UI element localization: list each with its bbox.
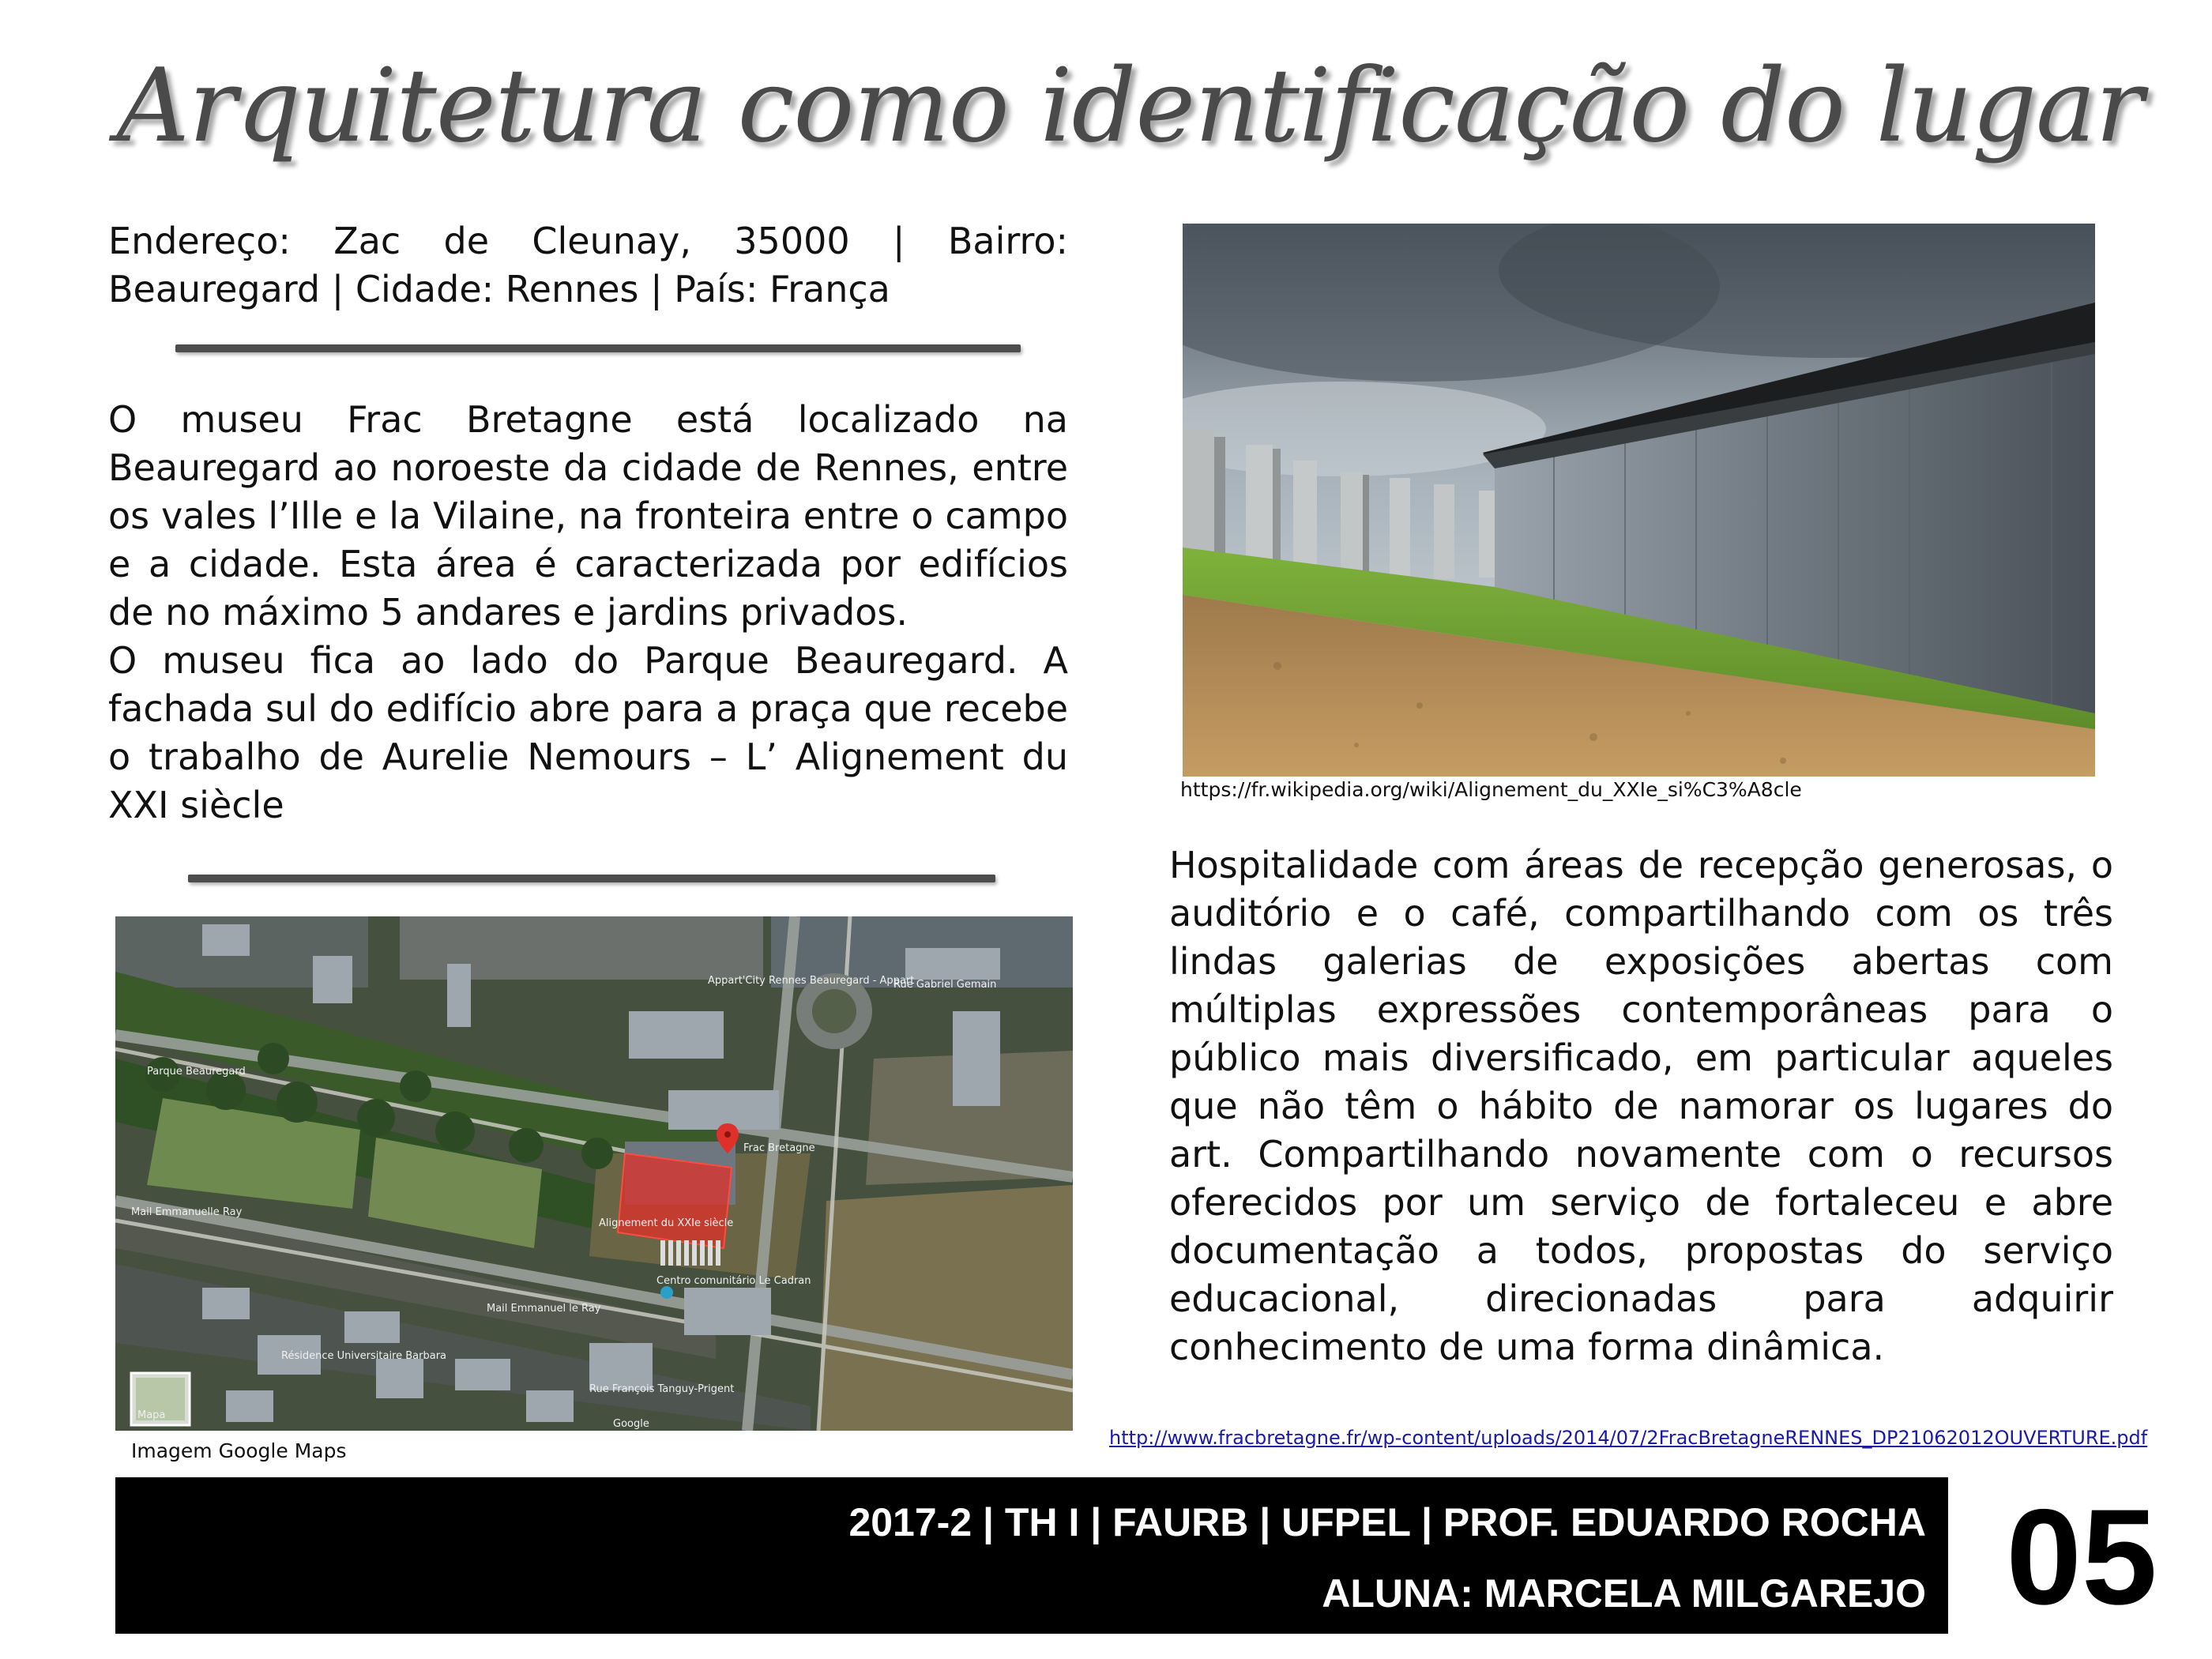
map-label-francois: Rue François Tanguy-Prigent — [589, 1383, 735, 1395]
divider-top — [175, 344, 1021, 352]
map-label-residence: Résidence Universitaire Barbara — [281, 1350, 447, 1362]
map-label-parc: Parque Beauregard — [147, 1066, 246, 1078]
description-block — [108, 396, 1068, 830]
divider-bottom — [188, 875, 995, 882]
page-title: Arquitetura como identificação do lugar — [116, 47, 2143, 165]
photo-source-caption: https://fr.wikipedia.org/wiki/Alignement_du_XXIe_si%C3%A8cle — [1180, 778, 1802, 801]
page-number: 05 — [2006, 1481, 2157, 1633]
map-label-rue: Rue Gabriel Gemain — [893, 979, 997, 991]
map-label-frac: Frac Bretagne — [743, 1142, 815, 1154]
museum-photo — [1183, 224, 2095, 777]
map-label-appart: Appart'City Rennes Beauregard - Appart — [708, 975, 915, 987]
paragraph-hospitality: Hospitalidade com áreas de recepção generosas, o auditório e o café, compartilhando com os três lindas galerias de exposições abertas com múltiplas expressões contemporâneas para o público mais diversificado, em particular aqueles que não têm o hábito de namorar os lugares do art. Compartilhando novamente com o recursos oferecidos por um serviço de fortaleceu e abre documentação a todos, propostas do serviço educacional, direcionadas para adquirir conhecimento de uma forma dinâmica. — [1169, 844, 2113, 1368]
map-google-logo: Google — [613, 1418, 649, 1430]
footer-bar — [115, 1477, 1948, 1634]
satellite-map[interactable] — [115, 916, 1073, 1431]
map-thumbnail-label: Mapa — [137, 1409, 166, 1421]
map-label-alignement: Alignement du XXIe siècle — [599, 1217, 734, 1229]
paragraph-park: O museu fica ao lado do Parque Beauregard. A fachada sul do edifício abre para a praça que recebe o trabalho de Aurelie Nemours – L’ Alignement du XXI siècle — [108, 639, 1068, 826]
footer-course-line: 2017-2 | TH I | FAURB | UFPEL | PROF. EDUARDO ROCHA — [848, 1500, 1926, 1544]
source-link[interactable]: http://www.fracbretagne.fr/wp-content/uploads/2014/07/2FracBretagneRENNES_DP21062012OUVERTURE.pdf — [1109, 1427, 2148, 1449]
footer-student-line: ALUNA: MARCELA MILGAREJO — [1322, 1571, 1926, 1616]
map-label-centre: Centro comunitário Le Cadran — [656, 1275, 811, 1287]
paragraph-location: O museu Frac Bretagne está localizado na Beauregard ao noroeste da cidade de Rennes, entre os vales l’Ille e la Vilaine, na fronteira entre o campo e a cidade. Esta área é caracterizada por edifícios de no máximo 5 andares e jardins privados. — [108, 398, 1068, 634]
map-label-mail1: Mail Emmanuelle Ray — [131, 1206, 243, 1218]
address-text: Endereço: Zac de Cleunay, 35000 | Bairro: Beauregard | Cidade: Rennes | País: França — [108, 220, 1068, 310]
map-caption: Imagem Google Maps — [131, 1439, 347, 1462]
map-label-mail2: Mail Emmanuel le Ray — [487, 1303, 601, 1315]
